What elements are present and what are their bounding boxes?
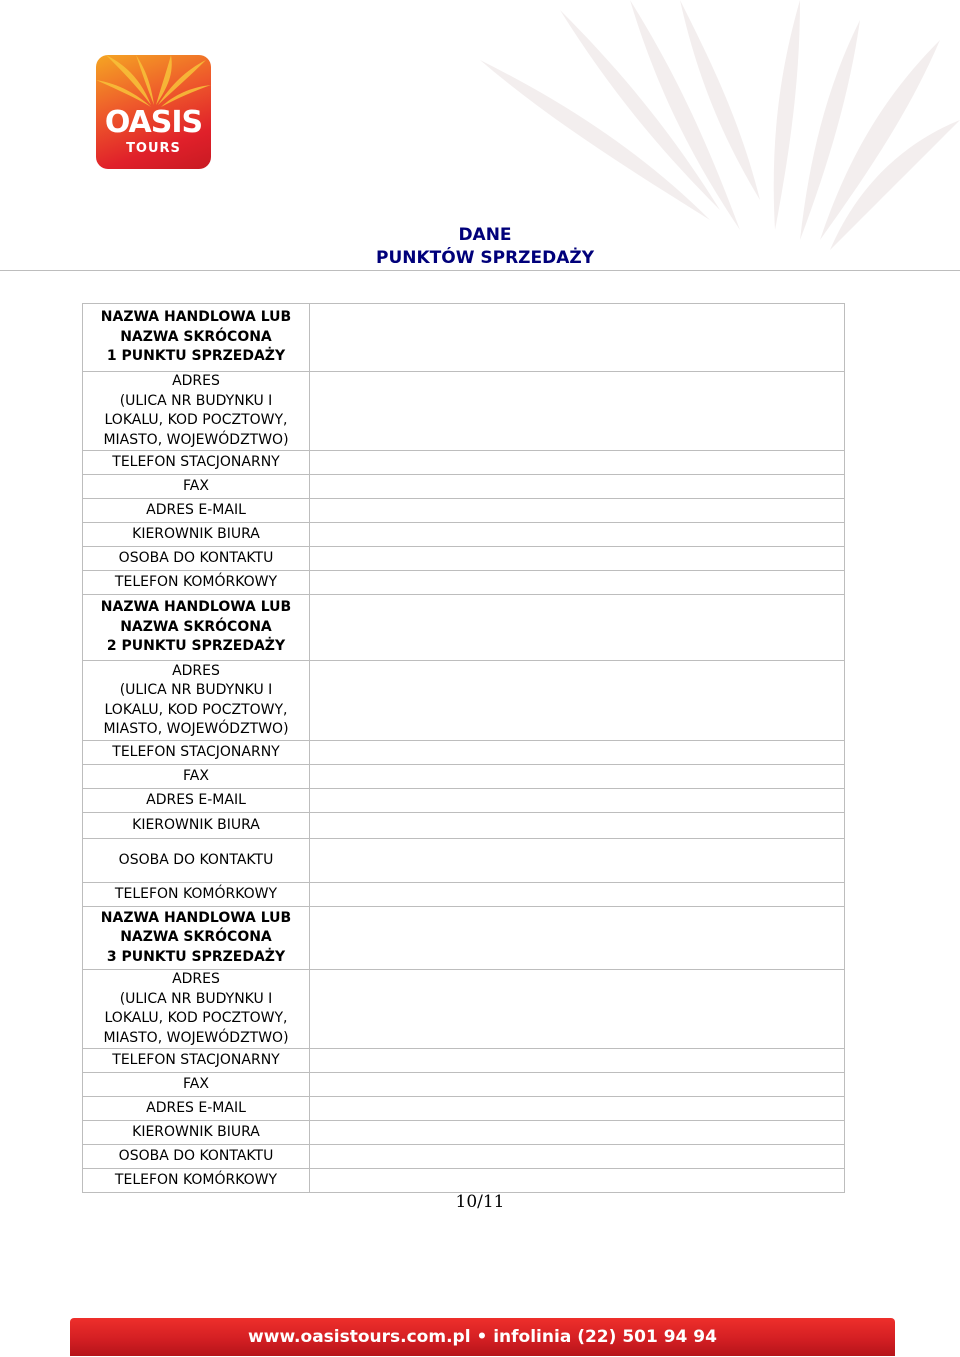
input-cell-name-2[interactable] bbox=[310, 595, 845, 661]
label-line: (ULICA NR BUDYNKU I bbox=[119, 990, 273, 1007]
logo-subtitle: TOURS bbox=[126, 141, 181, 156]
field-label-fax: FAX bbox=[83, 765, 310, 789]
label-line: LOKALU, KOD POCZTOWY, bbox=[104, 701, 288, 718]
input-cell-address-1[interactable] bbox=[310, 372, 845, 451]
label-line: NAZWA SKRÓCONA bbox=[120, 618, 272, 635]
label-line: LOKALU, KOD POCZTOWY, bbox=[104, 412, 288, 428]
field-label-name bbox=[83, 907, 310, 970]
footer-contact-text: www.oasistours.com.pl • infolinia (22) 501 94 94 bbox=[248, 1327, 717, 1347]
form-row bbox=[83, 595, 845, 661]
input-cell-mobile-1[interactable] bbox=[310, 571, 845, 595]
input-cell-contact-3[interactable] bbox=[310, 1145, 845, 1169]
input-cell-email-1[interactable] bbox=[310, 499, 845, 523]
field-label-contact: OSOBA DO KONTAKTU bbox=[83, 1145, 310, 1169]
form-row bbox=[83, 304, 845, 372]
form-row bbox=[83, 1121, 845, 1145]
input-cell-phone-3[interactable] bbox=[310, 1049, 845, 1073]
input-cell-email-3[interactable] bbox=[310, 1097, 845, 1121]
input-cell-address-3[interactable] bbox=[310, 970, 845, 1049]
field-label-phone: TELEFON STACJONARNY bbox=[83, 741, 310, 765]
form-row bbox=[83, 1169, 845, 1193]
input-cell-contact-1[interactable] bbox=[310, 547, 845, 571]
label-line: MIASTO, WOJEWÓDZTWO) bbox=[103, 721, 289, 737]
form-row bbox=[83, 571, 845, 595]
form-row bbox=[83, 789, 845, 813]
label-line: 2 PUNKTU SPRZEDAŻY bbox=[106, 638, 286, 655]
input-cell-name-1[interactable] bbox=[310, 304, 845, 372]
form-row bbox=[83, 547, 845, 571]
input-cell-fax-1[interactable] bbox=[310, 475, 845, 499]
input-cell-address-2[interactable] bbox=[310, 661, 845, 741]
page-title-line2: PUNKTÓW SPRZEDAŻY bbox=[375, 248, 595, 268]
page-title bbox=[330, 224, 640, 270]
oasis-tours-logo bbox=[96, 55, 211, 169]
field-label-manager: KIEROWNIK BIURA bbox=[83, 523, 310, 547]
label-line: NAZWA SKRÓCONA bbox=[120, 929, 272, 946]
label-line: MIASTO, WOJEWÓDZTWO) bbox=[103, 1029, 289, 1046]
label-line: ADRES bbox=[172, 373, 220, 389]
label-line: ADRES bbox=[172, 971, 220, 987]
page-title-line1: DANE bbox=[458, 225, 512, 245]
label-line: NAZWA HANDLOWA LUB bbox=[100, 909, 292, 926]
field-label-email: ADRES E-MAIL bbox=[83, 499, 310, 523]
input-cell-manager-1[interactable] bbox=[310, 523, 845, 547]
field-label-email: ADRES E-MAIL bbox=[83, 1097, 310, 1121]
form-row bbox=[83, 1049, 845, 1073]
input-cell-email-2[interactable] bbox=[310, 789, 845, 813]
field-label-address bbox=[83, 970, 310, 1049]
form-row bbox=[83, 813, 845, 839]
form-row bbox=[83, 523, 845, 547]
field-label-address bbox=[83, 661, 310, 741]
page-number: 10/11 bbox=[455, 1192, 505, 1212]
input-cell-fax-2[interactable] bbox=[310, 765, 845, 789]
field-label-contact: OSOBA DO KONTAKTU bbox=[83, 839, 310, 883]
label-line: ADRES bbox=[172, 662, 220, 679]
field-label-manager: KIEROWNIK BIURA bbox=[83, 813, 310, 839]
field-label-contact: OSOBA DO KONTAKTU bbox=[83, 547, 310, 571]
label-line: NAZWA SKRÓCONA bbox=[120, 328, 272, 345]
logo-wordmark: OASIS bbox=[104, 105, 203, 140]
field-label-manager: KIEROWNIK BIURA bbox=[83, 1121, 310, 1145]
label-line: MIASTO, WOJEWÓDZTWO) bbox=[103, 431, 289, 448]
label-line: LOKALU, KOD POCZTOWY, bbox=[104, 1010, 288, 1026]
field-label-mobile: TELEFON KOMÓRKOWY bbox=[83, 883, 310, 907]
label-line: (ULICA NR BUDYNKU I bbox=[119, 392, 273, 409]
input-cell-contact-2[interactable] bbox=[310, 839, 845, 883]
field-label-email: ADRES E-MAIL bbox=[83, 789, 310, 813]
form-row bbox=[83, 1097, 845, 1121]
form-row bbox=[83, 970, 845, 1049]
form-row bbox=[83, 451, 845, 475]
field-label-phone: TELEFON STACJONARNY bbox=[83, 451, 310, 475]
form-row bbox=[83, 1145, 845, 1169]
form-row bbox=[83, 741, 845, 765]
palm-leaf-icon bbox=[96, 55, 211, 110]
form-row bbox=[83, 372, 845, 451]
form-row bbox=[83, 499, 845, 523]
label-line: 3 PUNKTU SPRZEDAŻY bbox=[106, 948, 286, 965]
field-label-fax: FAX bbox=[83, 1073, 310, 1097]
field-label-fax: FAX bbox=[83, 475, 310, 499]
label-line: (ULICA NR BUDYNKU I bbox=[119, 682, 273, 698]
input-cell-phone-1[interactable] bbox=[310, 451, 845, 475]
input-cell-name-3[interactable] bbox=[310, 907, 845, 970]
label-line: 1 PUNKTU SPRZEDAŻY bbox=[106, 348, 286, 365]
footer-bar bbox=[70, 1318, 895, 1356]
field-label-mobile: TELEFON KOMÓRKOWY bbox=[83, 1169, 310, 1193]
input-cell-mobile-3[interactable] bbox=[310, 1169, 845, 1193]
input-cell-manager-3[interactable] bbox=[310, 1121, 845, 1145]
form-row bbox=[83, 475, 845, 499]
form-row bbox=[83, 839, 845, 883]
sales-points-form bbox=[82, 303, 845, 1193]
field-label-name bbox=[83, 595, 310, 661]
form-row bbox=[83, 661, 845, 741]
field-label-address bbox=[83, 372, 310, 451]
label-line: NAZWA HANDLOWA LUB bbox=[100, 309, 292, 326]
form-row bbox=[83, 1073, 845, 1097]
field-label-name bbox=[83, 304, 310, 372]
field-label-mobile: TELEFON KOMÓRKOWY bbox=[83, 571, 310, 595]
form-row bbox=[83, 883, 845, 907]
header-divider bbox=[0, 270, 960, 271]
input-cell-manager-2[interactable] bbox=[310, 813, 845, 839]
label-line: NAZWA HANDLOWA LUB bbox=[100, 599, 292, 616]
form-row bbox=[83, 765, 845, 789]
input-cell-mobile-2[interactable] bbox=[310, 883, 845, 907]
form-row bbox=[83, 907, 845, 970]
input-cell-phone-2[interactable] bbox=[310, 741, 845, 765]
input-cell-fax-3[interactable] bbox=[310, 1073, 845, 1097]
field-label-phone: TELEFON STACJONARNY bbox=[83, 1049, 310, 1073]
